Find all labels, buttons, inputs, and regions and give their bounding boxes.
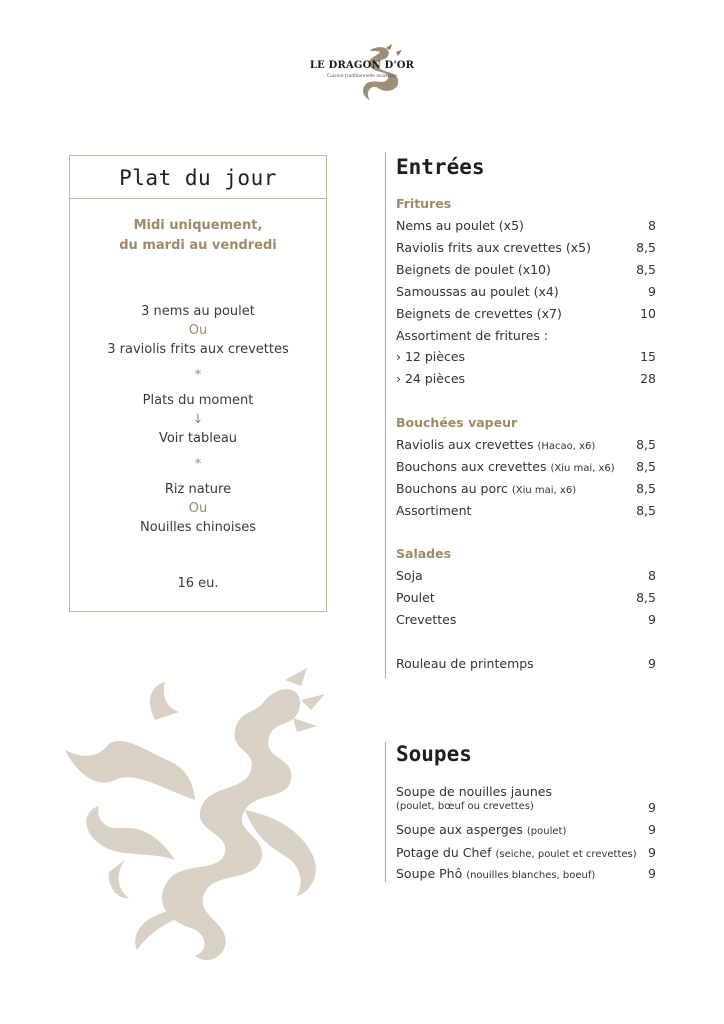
plat-du-jour-line: Riz nature: [164, 482, 232, 497]
plat-du-jour-box: [69, 155, 327, 612]
menu-item-price: 8,5: [636, 480, 656, 496]
soup-item-name: Soupe aux asperges (poulet): [396, 822, 567, 837]
soup-item-name: Soupe Phô (nouilles blanches, boeuf): [396, 866, 596, 881]
menu-item-note: (Xiu mai, x6): [550, 462, 615, 474]
brand-name: LE DRAGON D'OR: [309, 60, 415, 71]
menu-item: [396, 612, 656, 630]
plat-du-jour-line: Ou: [188, 323, 208, 338]
menu-item-name: Beignets de poulet (x10): [396, 261, 551, 277]
menu-item: [396, 284, 656, 302]
menu-item-price: 28: [640, 371, 656, 387]
menu-item: [396, 240, 656, 258]
menu-item-price: 8,5: [636, 261, 656, 277]
menu-item-price: 9: [648, 656, 656, 671]
plat-du-jour-line: Plats du moment: [142, 393, 254, 408]
menu-item-price: 9: [648, 283, 656, 299]
menu-item-name: Assortiment de fritures :: [396, 327, 549, 343]
soup-item-name: Soupe de nouilles jaunes: [396, 784, 552, 799]
soup-item-price-row: [396, 800, 656, 818]
menu-item-name: Crevettes: [396, 611, 457, 627]
plat-du-jour-line: 3 nems au poulet: [141, 304, 255, 319]
plat-du-jour-line: *: [194, 457, 202, 472]
menu-item-rouleau: [396, 656, 656, 674]
menu-item-name: Raviolis aux crevettes (Hacao, x6): [396, 437, 596, 452]
menu-item-price: 8,5: [636, 458, 656, 474]
menu-item-price: 8,5: [636, 502, 656, 518]
menu-item: [396, 218, 656, 236]
menu-item: [396, 590, 656, 608]
plat-du-jour-line: Voir tableau: [158, 431, 238, 446]
menu-item: [396, 459, 656, 477]
category-title: Bouchées vapeur: [396, 415, 518, 430]
menu-item-note: (Xiu mai, x6): [511, 484, 577, 496]
dragon-illustration-icon: [55, 660, 355, 970]
soup-item-note: (poulet): [526, 826, 567, 837]
menu-item-price: 8,5: [636, 239, 656, 255]
plat-du-jour-title: Plat du jour: [70, 156, 326, 199]
menu-item-name: Raviolis frits aux crevettes (x5): [396, 239, 591, 255]
plat-du-jour-line: 3 raviolis frits aux crevettes: [107, 342, 289, 357]
soup-item-price: 9: [648, 800, 656, 815]
menu-item-name: Samoussas au poulet (x4): [396, 283, 559, 299]
soup-item-note: (seiche, poulet et crevettes): [495, 849, 637, 860]
menu-item-name: Soja: [396, 568, 423, 583]
availability-line: du mardi au vendredi: [119, 238, 277, 253]
menu-item-name: Beignets de crevettes (x7): [396, 305, 562, 321]
menu-item: [396, 349, 656, 367]
menu-item-name: Bouchons au porc (Xiu mai, x6): [396, 480, 577, 496]
menu-item-note: (Hacao, x6): [537, 441, 596, 452]
menu-item: [396, 568, 656, 586]
menu-item-name: Rouleau de printemps: [396, 656, 534, 671]
section-title-soupes: Soupes: [396, 742, 472, 766]
soup-item-price: 9: [648, 866, 656, 881]
soup-item-price: 9: [648, 845, 656, 860]
menu-item-price: 10: [640, 305, 656, 321]
category-title: Salades: [396, 546, 452, 561]
menu-item-price: 8: [648, 568, 656, 583]
plat-du-jour-line: Nouilles chinoises: [139, 520, 256, 535]
section-title-entrees: Entrées: [396, 155, 485, 179]
brand-logo: [300, 42, 424, 104]
menu-item: [396, 328, 656, 346]
dragon-logo-icon: [300, 42, 424, 104]
soup-item-name: Potage du Chef (seiche, poulet et crevettes): [396, 845, 637, 860]
menu-item-price: 8,5: [636, 589, 656, 605]
plat-du-jour-line: ↓: [192, 412, 204, 427]
menu-item-name: Bouchons aux crevettes (Xiu mai, x6): [396, 458, 615, 474]
menu-item-price: 15: [640, 349, 656, 365]
menu-item-name: Assortiment: [396, 502, 472, 518]
menu-item: [396, 503, 656, 521]
plat-du-jour-line: *: [194, 368, 202, 383]
menu-item-price: 8,5: [636, 437, 656, 452]
plat-du-jour-line: Ou: [188, 501, 208, 516]
availability-line: Midi uniquement,: [133, 218, 263, 233]
menu-item: [396, 481, 656, 499]
soup-item-subnote: (poulet, bœuf ou crevettes): [396, 801, 534, 812]
soup-item: [396, 845, 656, 863]
menu-item: [396, 262, 656, 280]
menu-item-price: 9: [648, 611, 656, 627]
soup-item: [396, 822, 656, 840]
column-divider-entrees: [385, 153, 386, 678]
menu-item-price: 8: [648, 218, 656, 233]
menu-item-name: Poulet: [396, 589, 435, 605]
brand-tagline: Cuisine traditionnelle asiatique: [327, 74, 397, 79]
menu-item-name: Nems au poulet (x5): [396, 218, 524, 233]
menu-item: [396, 371, 656, 389]
menu-item-name: › 12 pièces: [396, 349, 466, 365]
menu-item: [396, 306, 656, 324]
menu-item-name: › 24 pièces: [396, 371, 466, 387]
category-title: Fritures: [396, 196, 452, 211]
column-divider-soupes: [385, 742, 386, 882]
plat-du-jour-price: 16 eu.: [177, 576, 219, 591]
soup-item-price: 9: [648, 822, 656, 837]
menu-item: [396, 437, 656, 455]
soup-item: [396, 866, 656, 884]
soup-item-note: (nouilles blanches, boeuf): [466, 870, 596, 881]
